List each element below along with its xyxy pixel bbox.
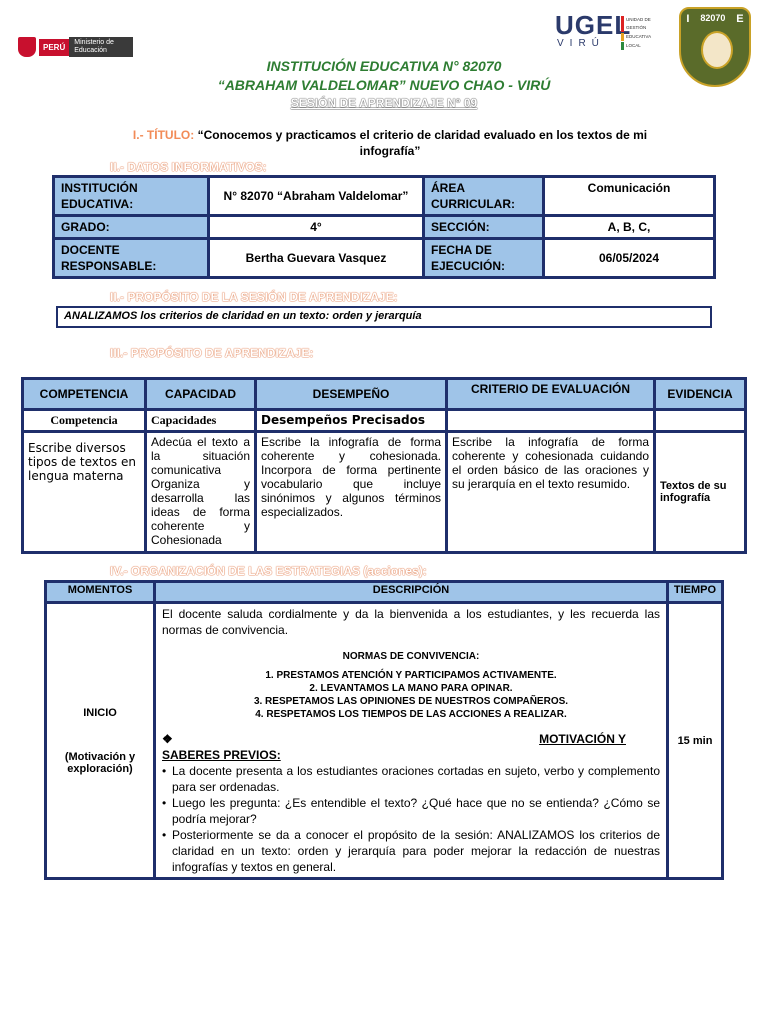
info-table [52, 175, 716, 279]
header-capacidad: CAPACIDAD [147, 380, 254, 408]
sub-capacidades: Capacidades [147, 411, 254, 430]
sub-competencia: Competencia [24, 411, 144, 430]
badge-number: 82070 [700, 13, 726, 23]
seccion-value: A, B, C, [545, 217, 713, 237]
ugel-sub-text: VIRÚ [557, 38, 605, 49]
motivacion-row [162, 731, 660, 747]
area-value: Comunicación [545, 178, 713, 214]
tiempo-value: 15 min [669, 604, 721, 877]
school-badge-logo [679, 7, 751, 87]
ugel-units [621, 16, 667, 51]
grado-label: GRADO: [55, 217, 207, 237]
capacidad-text: Adecúa el texto a la situación comunicativa Organiza y desarrolla las ideas de forma coherente y Cohesionada [147, 433, 254, 551]
school-title-line2: “ABRAHAM VALDELOMAR” NUEVO CHAO - VIRÚ [217, 77, 551, 93]
bullet-3: • Posteriormente se da a conocer el propósito de la sesión: ANALIZAMOS los criterios de claridad en un texto: orden y jerarquía para poder mejorar la redacción de nuestras infografías y textos en general. [162, 827, 660, 875]
institucion-value: N° 82070 “Abraham Valdelomar” [210, 178, 422, 214]
header-descripcion: DESCRIPCIÓN [156, 583, 666, 601]
norma-4: 4. RESPETAMOS LOS TIEMPOS DE LAS ACCIONES A REALIZAR. [255, 709, 567, 720]
header-tiempo: TIEMPO [669, 583, 721, 601]
ugel-unit-2: EDUCATIVA [621, 33, 667, 41]
section-proposito-sesion-label: II.- PROPÓSITO DE LA SESIÓN DE APRENDIZAJE: [110, 290, 398, 304]
peru-shield-icon [18, 37, 36, 57]
norma-3: 3. RESPETAMOS LAS OPINIONES DE NUESTROS COMPAÑEROS. [253, 696, 569, 707]
section-proposito-aprendizaje-label: III.- PROPÓSITO DE APRENDIZAJE: [110, 346, 314, 360]
header-competencia: COMPETENCIA [24, 380, 144, 408]
ugel-unit-1: UNIDAD DE GESTIÓN [621, 16, 667, 32]
session-title: SESIÓN DE APRENDIZAJE N° 09 [290, 96, 478, 110]
ugel-logo [555, 12, 667, 57]
header-criterio: CRITERIO DE EVALUACIÓN [448, 380, 653, 408]
school-title-line1: INSTITUCIÓN EDUCATIVA N° 82070 [266, 58, 502, 74]
peru-label: PERÚ [39, 39, 69, 56]
sub-evidencia-empty [656, 411, 744, 430]
diamond-bullet-icon: ❖ [162, 732, 173, 746]
header-desempeno: DESEMPEÑO [257, 380, 445, 408]
docente-label: DOCENTE RESPONSABLE: [55, 240, 207, 276]
badge-letter-i: I [686, 13, 690, 25]
competencias-table [21, 377, 747, 554]
peru-ministry-logo [18, 35, 133, 59]
estrategias-table [44, 580, 724, 880]
section-estrategias-label: IV.- ORGANIZACIÓN DE LAS ESTRATEGIAS (acciones): [110, 564, 427, 578]
docente-value: Bertha Guevara Vasquez [210, 240, 422, 276]
fecha-label: FECHA DE EJECUCIÓN: [425, 240, 542, 276]
motivacion-heading: MOTIVACIÓN Y [539, 732, 626, 746]
fecha-value: 06/05/2024 [545, 240, 713, 276]
titulo-text: “Conocemos y practicamos el criterio de claridad evaluado en los textos de mi infografía” [197, 128, 648, 158]
ugel-unit-3: LOCAL [621, 42, 667, 50]
seccion-label: SECCIÓN: [425, 217, 542, 237]
badge-letter-e: E [736, 13, 744, 25]
header-evidencia: EVIDENCIA [656, 380, 744, 408]
header-momentos: MOMENTOS [47, 583, 153, 601]
sub-criterio-empty [448, 411, 653, 430]
saberes-heading: SABERES PREVIOS: [162, 748, 281, 762]
ugel-main-text: UGEL [555, 10, 632, 40]
descripcion-cell [156, 604, 666, 877]
section-datos-label: II.- DATOS INFORMATIVOS: [110, 160, 267, 174]
evidencia-text: Textos de su infografía [656, 433, 744, 551]
intro-text: El docente saluda cordialmente y da la bienvenida a los estudiantes, y les recuerda las normas de convivencia. [162, 607, 660, 637]
momento-sub: (Motivación y exploración) [64, 750, 136, 775]
proposito-sesion-box: ANALIZAMOS los criterios de claridad en un texto: orden y jerarquía [56, 306, 712, 328]
norma-1: 1. PRESTAMOS ATENCIÓN Y PARTICIPAMOS ACTIVAMENTE. [265, 670, 557, 681]
ministry-label: Ministerio de Educación [69, 37, 133, 57]
section-titulo [110, 127, 670, 159]
titulo-label: I.- TÍTULO: [132, 128, 195, 142]
competencia-text: Escribe diversos tipos de textos en lengua materna [24, 433, 144, 551]
bullet-1: • La docente presenta a los estudiantes oraciones cortadas en sujeto, verbo y complemento para ser ordenadas. [162, 763, 660, 795]
sub-desempenos: Desempeños Precisados [257, 411, 445, 430]
norma-2: 2. LEVANTAMOS LA MANO PARA OPINAR. [309, 683, 513, 694]
grado-value: 4° [210, 217, 422, 237]
momento-label: INICIO [83, 706, 117, 719]
area-label: ÁREA CURRICULAR: [425, 178, 542, 214]
institucion-label: INSTITUCIÓN EDUCATIVA: [55, 178, 207, 214]
bullet-2: • Luego les pregunta: ¿Es entendible el texto? ¿Qué hace que no se entienda? ¿Cómo se podría mejorar? [162, 795, 660, 827]
normas-block [162, 650, 660, 721]
criterio-text: Escribe la infografía de forma coherente y cohesionada cuidando el orden básico de las oraciones y su jerarquía en el texto resumido. [448, 433, 653, 551]
momento-cell [47, 604, 153, 877]
desempeno-text: Escribe la infografía de forma coherente y cohesionada. Incorpora de forma pertinente vocabulario que incluye sinónimos y algunos términos especializados. [257, 433, 445, 551]
normas-title: NORMAS DE CONVIVENCIA: [342, 651, 480, 662]
